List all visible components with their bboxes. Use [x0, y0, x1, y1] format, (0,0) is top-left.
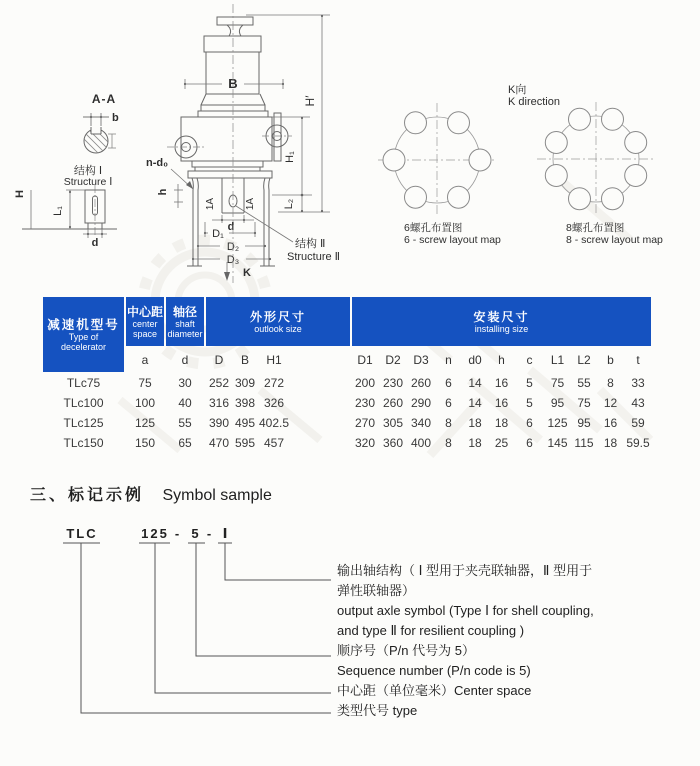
code-dash2: - — [206, 526, 214, 541]
label-H-dim: H — [14, 190, 26, 198]
cell-value: 75 — [577, 396, 591, 410]
cell-value: 59 — [631, 416, 645, 430]
cell-value: 398 — [234, 396, 256, 410]
label-D2-dim: D₂ — [226, 241, 240, 253]
header-shaft-en2: diameter — [167, 328, 203, 339]
code-axle-type: Ⅰ — [222, 526, 228, 541]
column-letter: d0 — [468, 353, 482, 367]
header-shaft-diameter — [166, 297, 204, 346]
row-model: TLc150 — [63, 436, 104, 450]
cell-value: 145 — [547, 436, 568, 450]
column-letter: a — [141, 353, 149, 367]
cell-value: 200 — [354, 376, 376, 390]
explanation-line: 中心距（单位毫米）Center space — [337, 683, 532, 698]
eight-screw-layout — [537, 102, 663, 246]
cell-value: 309 — [234, 376, 256, 390]
size-table — [42, 296, 652, 453]
column-letter: D — [214, 353, 224, 367]
cell-value: 390 — [208, 416, 230, 430]
header-type-cn: 减速机型号 — [47, 317, 120, 332]
header-outlook-en: outlook size — [254, 323, 302, 334]
explanation-line: output axle symbol (Type Ⅰ for shell coupling, — [337, 603, 594, 618]
cell-value: 150 — [134, 436, 156, 450]
label-kdir-en: K direction — [508, 96, 560, 108]
cell-value: 340 — [410, 416, 432, 430]
cell-value: 30 — [178, 376, 192, 390]
label-L2-dim: L₂ — [283, 198, 295, 210]
cell-value: 5 — [526, 376, 533, 390]
cell-value: 59.5 — [626, 436, 650, 450]
cell-value: 8 — [445, 436, 452, 450]
cell-value: 95 — [577, 416, 591, 430]
label-H1-dim: H₁ — [284, 151, 296, 163]
cell-value: 25 — [494, 436, 509, 450]
header-type-en2: decelerator — [60, 341, 107, 352]
cell-value: 115 — [574, 436, 594, 450]
cell-value: 290 — [410, 396, 432, 410]
section-heading-cn: 三、标记示例 — [30, 487, 145, 504]
cell-value: 260 — [410, 376, 432, 390]
header-install-en: installing size — [474, 323, 529, 334]
column-letter: h — [498, 353, 505, 367]
cell-value: 5 — [526, 396, 533, 410]
header-center-en1: center — [132, 318, 158, 329]
code-sequence: 5 — [191, 526, 201, 541]
label-L1-dim: L₁ — [52, 206, 64, 216]
main-elevation-view — [146, 4, 340, 283]
symbol-explanations — [337, 561, 685, 721]
cell-value: 6 — [526, 416, 533, 430]
label-d-center-dim: d — [227, 221, 235, 233]
header-install-cn: 安装尺寸 — [473, 309, 530, 324]
header-shaft-en1: shaft — [175, 318, 195, 329]
section-aa-view — [75, 92, 119, 170]
cell-value: 125 — [134, 416, 156, 430]
code-type: TLC — [66, 526, 98, 541]
cell-value: 230 — [382, 376, 404, 390]
cell-value: 55 — [178, 416, 192, 430]
explanation-line: and type Ⅱ for resilient coupling ) — [337, 623, 525, 638]
cell-value: 18 — [468, 436, 482, 450]
column-letter: D2 — [385, 353, 401, 367]
section-heading-en: Symbol sample — [162, 487, 272, 504]
column-letter: t — [636, 353, 640, 367]
cell-value: 8 — [445, 416, 452, 430]
cell-value: 16 — [603, 416, 618, 430]
label-screw6-cn: 6螺孔布置图 — [404, 222, 463, 234]
cell-value: 75 — [138, 376, 152, 390]
header-type-en1: Type of — [68, 331, 99, 342]
cell-value: 16 — [494, 396, 509, 410]
cell-value: 18 — [468, 416, 482, 430]
cell-value: 55 — [577, 376, 591, 390]
cell-value: 100 — [134, 396, 156, 410]
cell-value: 326 — [263, 396, 285, 410]
technical-drawing — [0, 0, 700, 292]
label-screw8-cn: 8螺孔布置图 — [566, 222, 625, 234]
cell-value: 14 — [468, 376, 482, 390]
code-center-distance: 125 — [141, 526, 169, 541]
cell-value: 6 — [445, 376, 452, 390]
symbol-connector-lines — [40, 540, 340, 722]
label-1A-right: 1A — [245, 197, 256, 211]
cell-value: 316 — [208, 396, 230, 410]
six-screw-layout — [378, 103, 501, 246]
cell-value: 495 — [234, 416, 256, 430]
label-d-left-dim: d — [91, 237, 99, 249]
row-model: TLc100 — [63, 396, 104, 410]
header-outlook-cn: 外形尺寸 — [249, 309, 306, 324]
cell-value: 16 — [494, 376, 509, 390]
label-screw8-en: 8 - screw layout map — [566, 234, 663, 246]
label-structure2-en: Structure Ⅱ — [287, 251, 341, 263]
label-1A-left: 1A — [205, 197, 216, 211]
explanation-line: 类型代号 type — [337, 703, 418, 718]
row-model: TLc125 — [63, 416, 104, 430]
cell-value: 6 — [445, 396, 452, 410]
label-aa: A-A — [91, 92, 117, 106]
header-center-space — [126, 297, 164, 346]
cell-value: 125 — [547, 416, 568, 430]
header-center-cn: 中心距 — [126, 304, 163, 319]
column-letter: b — [607, 353, 614, 367]
column-letter: c — [526, 353, 533, 367]
cell-value: 272 — [263, 376, 285, 390]
structure1-view — [14, 163, 117, 249]
label-B-dim: B — [228, 76, 238, 91]
cell-value: 8 — [607, 376, 614, 390]
label-structure2-cn: 结构 Ⅱ — [295, 238, 326, 250]
cell-value: 6 — [526, 436, 533, 450]
cell-value: 402.5 — [258, 416, 290, 430]
cell-value: 33 — [631, 376, 645, 390]
explanation-line: 输出轴结构（ Ⅰ 型用于夹壳联轴器，Ⅱ 型用于 — [337, 563, 593, 578]
cell-value: 457 — [263, 436, 285, 450]
cell-value: 65 — [178, 436, 192, 450]
label-Hprime-dim: H′ — [303, 95, 317, 107]
label-screw6-en: 6 - screw layout map — [404, 234, 501, 246]
cell-value: 400 — [410, 436, 432, 450]
column-letter: L1 — [550, 353, 565, 367]
cell-value: 470 — [208, 436, 230, 450]
section-heading — [30, 482, 272, 505]
label-D1-dim: D₁ — [212, 228, 224, 240]
cell-value: 230 — [354, 396, 376, 410]
cell-value: 252 — [208, 376, 230, 390]
cell-value: 18 — [494, 416, 509, 430]
cell-value: 18 — [603, 436, 618, 450]
cell-value: 320 — [354, 436, 376, 450]
label-structure1-cn: 结构 Ⅰ — [73, 165, 103, 177]
header-shaft-cn: 轴径 — [172, 304, 197, 319]
cell-value: 95 — [550, 396, 565, 410]
column-letter: n — [445, 353, 452, 367]
screw-layouts — [378, 82, 663, 246]
header-outlook-size — [206, 297, 350, 346]
label-b-dim: b — [112, 112, 119, 124]
row-model: TLc75 — [66, 376, 101, 390]
label-structure1-en: Structure Ⅰ — [63, 176, 113, 188]
column-letter: H1 — [266, 353, 282, 367]
cell-value: 595 — [234, 436, 256, 450]
explanation-line: 弹性联轴器） — [337, 583, 416, 598]
header-center-en2: space — [132, 328, 158, 339]
cell-value: 40 — [178, 396, 192, 410]
label-h-dim: h — [157, 188, 169, 196]
cell-value: 14 — [468, 396, 482, 410]
column-letter: D3 — [413, 353, 429, 367]
cell-value: 305 — [382, 416, 404, 430]
column-letter: L2 — [577, 353, 591, 367]
label-ndo: n-d₀ — [146, 157, 169, 169]
header-type — [43, 297, 124, 372]
column-letter: B — [240, 353, 249, 367]
cell-value: 12 — [603, 396, 618, 410]
explanation-line: 顺序号（P/n 代号为 5） — [337, 643, 475, 658]
explanation-line: Sequence number (P/n code is 5) — [337, 663, 531, 678]
cell-value: 75 — [550, 376, 565, 390]
label-D3-dim: D₃ — [226, 254, 240, 266]
column-letter: D1 — [357, 353, 373, 367]
label-K-arrow: K — [243, 267, 251, 279]
cell-value: 43 — [631, 396, 645, 410]
code-dash1: - — [174, 526, 182, 541]
keyway-notch — [92, 126, 101, 134]
cell-value: 260 — [382, 396, 404, 410]
cell-value: 270 — [354, 416, 376, 430]
label-kdir-cn: K向 — [508, 84, 527, 96]
cell-value: 360 — [382, 436, 404, 450]
header-installing-size — [352, 297, 651, 346]
column-letter: d — [181, 353, 189, 367]
